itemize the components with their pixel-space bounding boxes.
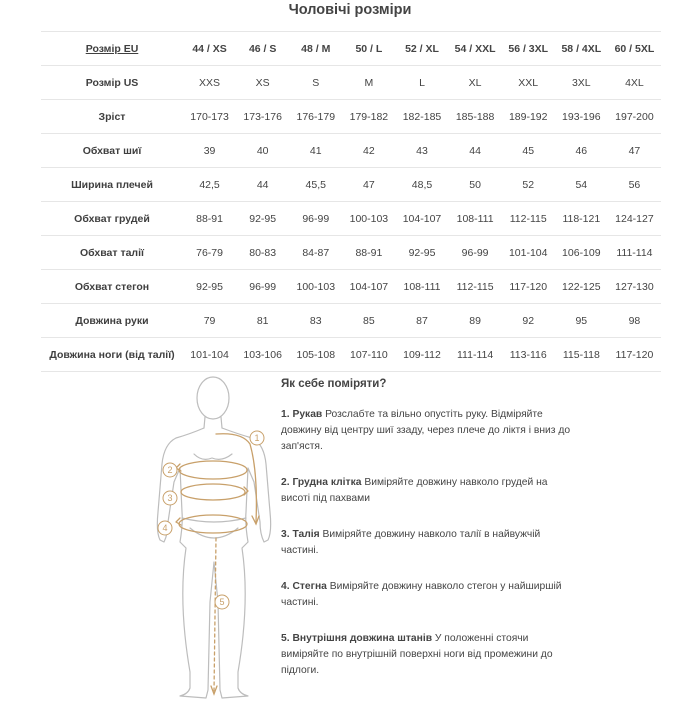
table-cell: 88-91	[183, 202, 236, 236]
table-cell: 89	[449, 304, 502, 338]
table-cell: 103-106	[236, 338, 289, 372]
body-outline-illustration	[150, 372, 280, 700]
table-cell: 45,5	[289, 168, 342, 202]
step-name: 4. Стегна	[281, 581, 327, 592]
table-cell: 117-120	[608, 338, 661, 372]
header-cell: 60 / 5XL	[608, 32, 661, 66]
step-name: 3. Талія	[281, 529, 320, 540]
marker-label-2: 2	[167, 465, 173, 475]
step-text: Розслабте та вільно опустіть руку. Відміряйте довжину від центру шиї ззаду, через плече до ліктя і вниз до зап'ястя.	[281, 409, 571, 452]
table-cell: XXS	[183, 66, 236, 100]
step-name: 2. Грудна клітка	[281, 477, 362, 488]
table-cell: 87	[395, 304, 448, 338]
table-cell: 176-179	[289, 100, 342, 134]
table-cell: 106-109	[555, 236, 608, 270]
row-label: Довжина руки	[41, 304, 183, 338]
table-row	[41, 202, 661, 236]
row-label: Обхват шиї	[41, 134, 183, 168]
table-cell: 96-99	[449, 236, 502, 270]
table-cell: 111-114	[608, 236, 661, 270]
table-cell: 85	[342, 304, 395, 338]
header-cell: 52 / XL	[395, 32, 448, 66]
page-title: Чоловічі розміри	[288, 2, 412, 18]
guide-title: Як себе поміряти?	[281, 378, 387, 390]
table-cell: 92-95	[395, 236, 448, 270]
table-cell: 42,5	[183, 168, 236, 202]
step-name: 5. Внутрішня довжина штанів	[281, 633, 433, 644]
table-cell: 108-111	[449, 202, 502, 236]
table-row	[41, 270, 661, 304]
table-row	[41, 134, 661, 168]
table-cell: 83	[289, 304, 342, 338]
table-cell: 173-176	[236, 100, 289, 134]
table-row	[41, 100, 661, 134]
table-cell: 105-108	[289, 338, 342, 372]
table-cell: 108-111	[395, 270, 448, 304]
header-cell: 48 / M	[289, 32, 342, 66]
step-text: Виміряйте довжину навколо талії в найвужчій частині.	[281, 529, 541, 556]
table-cell: 41	[289, 134, 342, 168]
table-cell: XL	[449, 66, 502, 100]
table-cell: 122-125	[555, 270, 608, 304]
table-cell: 118-121	[555, 202, 608, 236]
table-row	[41, 66, 661, 100]
table-cell: 112-115	[449, 270, 502, 304]
table-cell: 44	[449, 134, 502, 168]
step-name: 1. Рукав	[281, 409, 323, 420]
guide-step	[281, 579, 571, 611]
guide-step	[281, 527, 571, 559]
row-label: Зріст	[41, 100, 183, 134]
table-cell: L	[395, 66, 448, 100]
marker-label-3: 3	[167, 493, 173, 503]
table-cell: 117-120	[502, 270, 555, 304]
table-cell: 54	[555, 168, 608, 202]
header-cell: 46 / S	[236, 32, 289, 66]
table-cell: 42	[342, 134, 395, 168]
table-cell: 101-104	[502, 236, 555, 270]
table-cell: XXL	[502, 66, 555, 100]
step-text: Виміряйте довжину навколо стегон у найширшій частині.	[281, 581, 562, 608]
table-cell: XS	[236, 66, 289, 100]
table-cell: 197-200	[608, 100, 661, 134]
table-cell: 109-112	[395, 338, 448, 372]
table-cell: 80-83	[236, 236, 289, 270]
row-label: Довжина ноги (від талії)	[41, 338, 183, 372]
measurement-guide	[281, 376, 571, 699]
table-header-row	[41, 32, 661, 66]
table-cell: 3XL	[555, 66, 608, 100]
row-label: Обхват талії	[41, 236, 183, 270]
row-label: Розмір US	[41, 66, 183, 100]
table-cell: 47	[342, 168, 395, 202]
row-label: Ширина плечей	[41, 168, 183, 202]
marker-label-5: 5	[219, 597, 225, 607]
table-cell: 101-104	[183, 338, 236, 372]
table-cell: 48,5	[395, 168, 448, 202]
table-cell: 112-115	[502, 202, 555, 236]
table-cell: 92-95	[236, 202, 289, 236]
table-cell: 56	[608, 168, 661, 202]
table-cell: S	[289, 66, 342, 100]
table-cell: 124-127	[608, 202, 661, 236]
table-cell: 111-114	[449, 338, 502, 372]
marker-label-4: 4	[162, 523, 168, 533]
table-cell: 45	[502, 134, 555, 168]
table-cell: 189-192	[502, 100, 555, 134]
step-text: У положенні стоячи виміряйте по внутрішній поверхні ноги від промежини до підлоги.	[281, 633, 553, 676]
table-row	[41, 338, 661, 372]
table-cell: 92	[502, 304, 555, 338]
step-text: Виміряйте довжину навколо грудей на висоті під пахвами	[281, 477, 548, 504]
table-cell: 39	[183, 134, 236, 168]
guide-step	[281, 407, 571, 455]
table-cell: 185-188	[449, 100, 502, 134]
table-cell: 96-99	[236, 270, 289, 304]
table-row	[41, 304, 661, 338]
table-cell: 92-95	[183, 270, 236, 304]
table-cell: 193-196	[555, 100, 608, 134]
table-cell: 104-107	[395, 202, 448, 236]
table-cell: 104-107	[342, 270, 395, 304]
table-cell: 98	[608, 304, 661, 338]
size-table	[41, 31, 661, 372]
table-cell: 79	[183, 304, 236, 338]
table-cell: 182-185	[395, 100, 448, 134]
table-cell: 96-99	[289, 202, 342, 236]
table-cell: 43	[395, 134, 448, 168]
marker-label-1: 1	[254, 433, 260, 443]
table-row	[41, 236, 661, 270]
row-label: Обхват стегон	[41, 270, 183, 304]
table-cell: 115-118	[555, 338, 608, 372]
table-cell: 127-130	[608, 270, 661, 304]
table-row	[41, 168, 661, 202]
table-cell: 88-91	[342, 236, 395, 270]
row-label: Обхват грудей	[41, 202, 183, 236]
guide-step	[281, 475, 571, 507]
header-cell: 58 / 4XL	[555, 32, 608, 66]
table-cell: 84-87	[289, 236, 342, 270]
header-cell: 54 / XXL	[449, 32, 502, 66]
table-cell: 107-110	[342, 338, 395, 372]
table-cell: 46	[555, 134, 608, 168]
table-cell: 81	[236, 304, 289, 338]
table-cell: 50	[449, 168, 502, 202]
table-cell: 95	[555, 304, 608, 338]
table-cell: 76-79	[183, 236, 236, 270]
header-label: Розмір EU	[41, 32, 183, 66]
table-cell: 100-103	[289, 270, 342, 304]
table-cell: 52	[502, 168, 555, 202]
header-cell: 44 / XS	[183, 32, 236, 66]
table-cell: 4XL	[608, 66, 661, 100]
guide-step	[281, 631, 571, 679]
body-measurement-figure	[150, 372, 280, 700]
table-cell: 113-116	[502, 338, 555, 372]
table-cell: 100-103	[342, 202, 395, 236]
table-cell: 47	[608, 134, 661, 168]
table-cell: 170-173	[183, 100, 236, 134]
table-cell: 179-182	[342, 100, 395, 134]
table-cell: 40	[236, 134, 289, 168]
header-cell: 56 / 3XL	[502, 32, 555, 66]
table-cell: M	[342, 66, 395, 100]
table-cell: 44	[236, 168, 289, 202]
header-cell: 50 / L	[342, 32, 395, 66]
